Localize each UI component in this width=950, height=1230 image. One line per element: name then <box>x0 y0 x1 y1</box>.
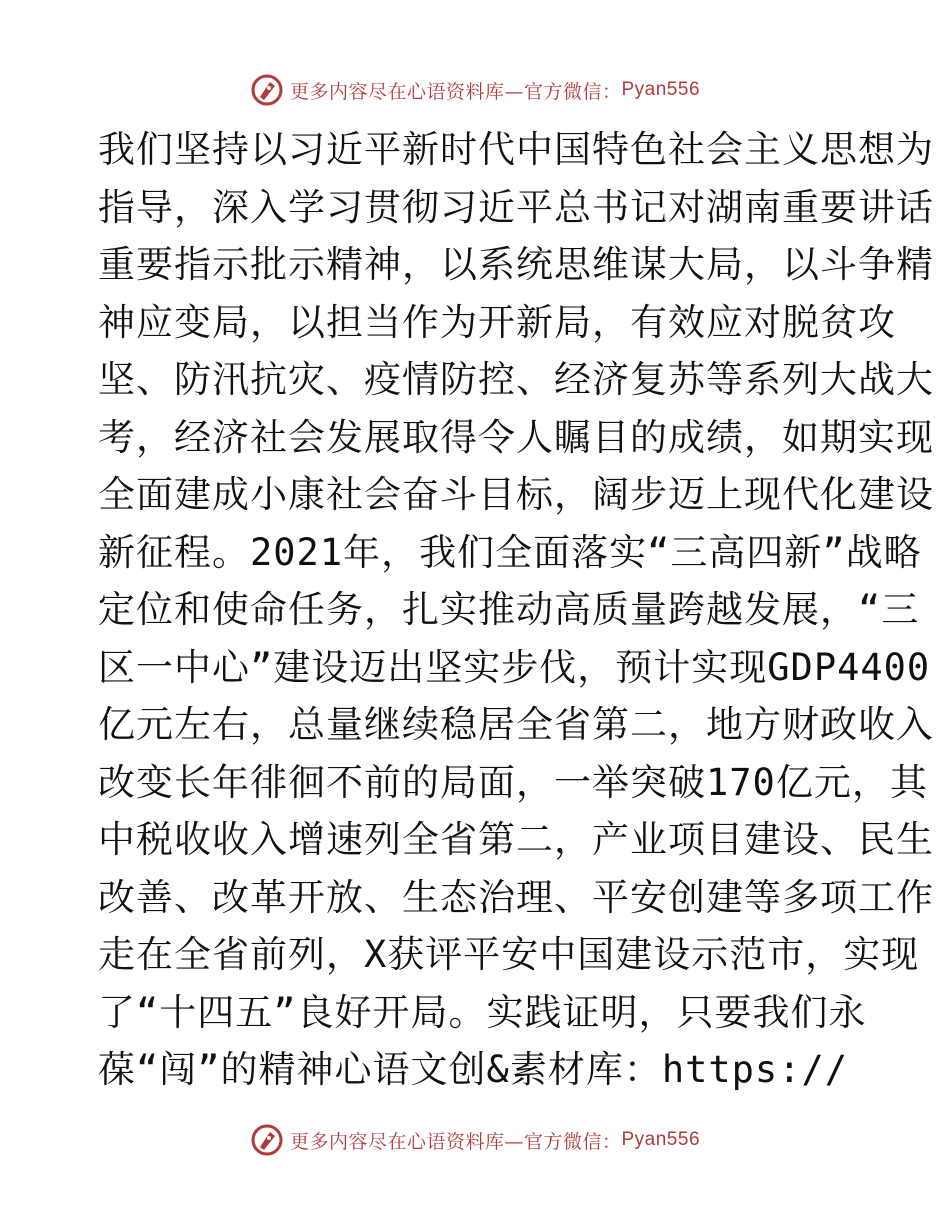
watermark-text: 更多内容尽在心语资料库—官方微信： <box>289 80 622 103</box>
watermark-wechat-id: Pyan556 <box>621 79 701 100</box>
text-line: 了“十四五”良好开局。实践证明，只要我们永 <box>98 990 867 1034</box>
text-line: 重要指示批示精神，以系统思维谋大局，以斗争精 <box>98 243 934 286</box>
text-line: 新征程。2021年，我们全面落实“三高四新”战略 <box>98 530 922 574</box>
pen-nib-logo-icon <box>250 1123 284 1157</box>
text-line: 走在全省前列，X获评平安中国建设示范市，实现 <box>98 933 920 976</box>
text-line: 神应变局，以担当作为开新局，有效应对脱贫攻 <box>98 300 896 344</box>
watermark-banner-top <box>0 70 950 110</box>
text-line: 改变长年徘徊不前的局面，一举突破170亿元，其 <box>98 760 928 804</box>
text-line: 我们坚持以习近平新时代中国特色社会主义思想为 <box>98 128 934 171</box>
text-line: 中税收收入增速列全省第二，产业项目建设、民生 <box>98 818 934 861</box>
text-line: 定位和使命任务，扎实推动高质量跨越发展，“三 <box>98 588 920 631</box>
text-line: 葆“闯”的精神心语文创&素材库：https:// <box>98 1048 849 1091</box>
watermark-wechat-id: Pyan556 <box>621 1129 701 1150</box>
text-line: 改善、改革开放、生态治理、平安创建等多项工作 <box>98 875 934 919</box>
text-line: 指导，深入学习贯彻习近平总书记对湖南重要讲话 <box>98 185 934 229</box>
text-line: 全面建成小康社会奋斗目标，阔步迈上现代化建设 <box>98 473 934 516</box>
text-line: 考，经济社会发展取得令人瞩目的成绩，如期实现 <box>98 415 934 459</box>
document-body <box>98 121 934 1099</box>
watermark-text: 更多内容尽在心语资料库—官方微信： <box>289 1130 622 1153</box>
text-line: 亿元左右，总量继续稳居全省第二，地方财政收入 <box>98 703 934 746</box>
pen-nib-logo-icon <box>250 73 284 107</box>
watermark-banner-bottom <box>0 1120 950 1160</box>
text-line: 坚、防汛抗灾、疫情防控、经济复苏等系列大战大 <box>98 358 934 401</box>
text-line: 区一中心”建设迈出坚实步伐，预计实现GDP4400 <box>98 645 931 689</box>
